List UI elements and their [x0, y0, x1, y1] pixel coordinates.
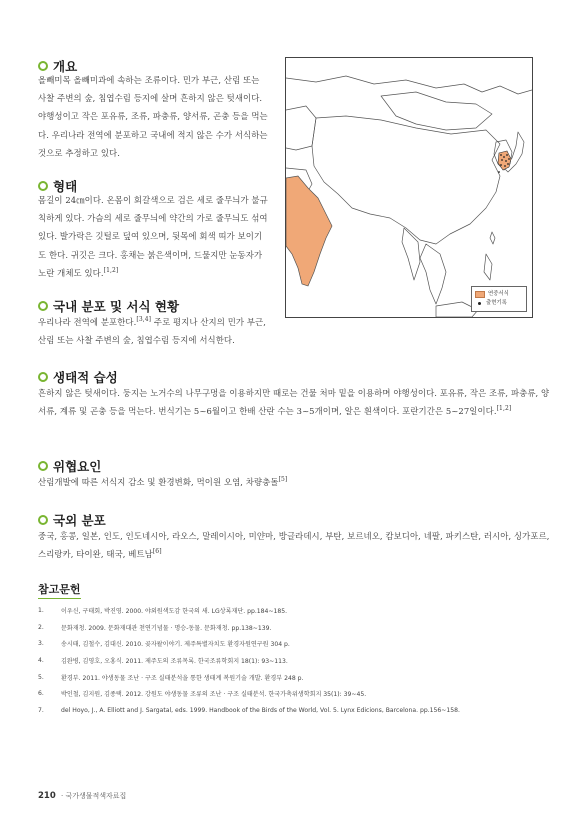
reference-number: 6. [38, 690, 44, 698]
range-swatch-icon [475, 291, 485, 298]
foreign-title: 국외 분포 [53, 513, 106, 528]
reference-text: 박인철, 김지원, 김종택. 2012. 강원도 야생동물 조류의 조난 · 구조 실태분석. 한국가축위생학회지 35(1): 39~45. [61, 691, 367, 699]
indochina [420, 244, 446, 304]
india-range [286, 176, 332, 286]
reference-item [38, 685, 558, 702]
reference-number: 7. [38, 706, 44, 714]
legend-record-label: 출현기록 [486, 300, 507, 306]
morphology-title: 형태 [53, 179, 78, 194]
reference-text: 송시태, 김철수, 김대신. 2010. 곶자왈이야기. 제주특별자치도 환경자원연구원 304 p. [61, 641, 290, 649]
citation: [3,4] [136, 316, 152, 324]
china-border [312, 116, 500, 244]
threats-title: 위협요인 [53, 459, 102, 474]
page-footer [38, 791, 126, 801]
reference-item [38, 669, 558, 686]
bullet-ring-icon [38, 461, 48, 471]
reference-number: 3. [38, 640, 44, 648]
threats-text: 산림개발에 따른 서식지 감소 및 환경변화, 먹이원 오염, 차량충돌 [38, 477, 279, 487]
reference-number: 5. [38, 673, 44, 681]
map-legend [471, 286, 527, 312]
overview-text: 올빼미목 올빼미과에 속하는 조류이다. 민가 부근, 산림 또는 사찰 주변의 숲, 침엽수림 등지에 살며 흔하지 않은 텃새이다. 야행성이고 작은 포유류, 조류, 파충류, 양서류, 곤충 등을 먹는다. 우리나라 전역에 분포하고 국내에 적지 않은 수가 서식하는 것으로 추정하고 있다. [38, 75, 268, 158]
citation: [1,2] [496, 405, 512, 413]
distribution-map [285, 57, 533, 318]
domestic-paragraph [38, 313, 270, 349]
bullet-ring-icon [38, 181, 48, 191]
foreign-text: 중국, 홍콩, 일본, 인도, 인도네시아, 라오스, 말레이시아, 미얀마, 방글라데시, 부탄, 보르네오, 캄보디아, 네팔, 파키스탄, 러시아, 싱가포르, 스리랑카, 타이완, 태국, 베트남 [38, 531, 550, 560]
ecology-title: 생태적 습성 [53, 370, 118, 385]
reference-item [38, 602, 558, 619]
reference-text: 이우신, 구태회, 박진영. 2000. 야외원색도감 한국의 새. LG상록재단. pp.184~185. [61, 607, 288, 615]
reference-text: 김완병, 김영호, 오홍식. 2011. 제주도의 조류목록. 한국조류학회지 18(1): 93~113. [61, 657, 288, 665]
reference-item [38, 702, 558, 719]
reference-item [38, 652, 558, 669]
philippines [484, 254, 492, 280]
citation: [1,2] [103, 267, 119, 275]
page-number: 210 [38, 791, 56, 801]
legend-range-label: 연중서식 [488, 291, 509, 297]
reference-number: 1. [38, 606, 44, 614]
foreign-paragraph [38, 527, 550, 563]
threats-paragraph [38, 473, 550, 491]
reference-text: 환경부. 2011. 야생동물 조난 · 구조 실태분석을 통한 생태계 복원기술 개발. 환경부 248 p. [61, 674, 304, 682]
reference-number: 2. [38, 623, 44, 631]
reference-text: del Hoyo, J., A. Elliott and J. Sargatal, eds. 1999. Handbook of the Birds of the World, Vol. 5. Lynx Edicions, Barcelona. pp.156~158. [61, 706, 460, 714]
bullet-ring-icon [38, 372, 48, 382]
taiwan [490, 232, 495, 244]
reference-item [38, 635, 558, 652]
korea-range [498, 151, 511, 170]
myanmar [402, 228, 420, 280]
morphology-paragraph [38, 191, 270, 282]
references-title: 참고문헌 [38, 581, 81, 599]
domestic-text-a: 우리나라 전역에 분포한다. [38, 317, 137, 327]
kazakh-border [286, 106, 316, 150]
ecology-text: 흔하지 않은 텃새이다. 둥지는 노거수의 나무구멍을 이용하지만 때로는 건물 처마 밑을 이용하며 야행성이다. 포유류, 작은 조류, 파충류, 양서류, 계류 및 곤충 등을 먹는다. 번식기는 5~6월이고 한배 산란 수는 3~5개이며, 알은 흰색이다. 포란기간은 5~27일이다. [38, 388, 550, 417]
asia-map-svg [286, 58, 532, 317]
reference-text: 문화재청. 2009. 문화재대관 천연기념물 · 명승-동물. 문화재청. pp.138~139. [61, 624, 272, 632]
morphology-text: 몸길이 24㎝이다. 온몸이 회갈색으로 검은 세로 줄무늬가 불규칙하게 있다. 가슴의 세로 줄무늬에 약간의 가로 줄무늬도 섞여있다. 발가락은 깃털로 덮여 있으며, 뒷목에 회색 띠가 보이기도 한다. 귀깃은 크다. 홍채는 붉은색이며, 드물지만 눈동자가 노란 개체도 있다. [38, 195, 268, 278]
citation: [6] [152, 548, 162, 556]
reference-number: 4. [38, 656, 44, 664]
ecology-paragraph [38, 384, 550, 420]
russia-border [286, 76, 532, 94]
overview-title: 개요 [53, 59, 78, 74]
citation: [5] [278, 476, 288, 484]
reference-item [38, 619, 558, 636]
bullet-ring-icon [38, 515, 48, 525]
footer-title: 국가생물적색자료집 [65, 792, 127, 800]
references-list [38, 602, 558, 719]
domestic-text-b: 주로 평지나 산지의 민가 부근, 산림 또는 사찰 주변의 숲, 침엽수림 등지에 서식한다. [38, 317, 266, 346]
mongolia-border [381, 92, 492, 130]
bullet-ring-icon [38, 301, 48, 311]
footer-separator: · [60, 792, 64, 800]
record-dot-icon [478, 302, 481, 305]
bullet-ring-icon [38, 61, 48, 71]
domestic-title: 국내 분포 및 서식 현황 [53, 299, 180, 314]
